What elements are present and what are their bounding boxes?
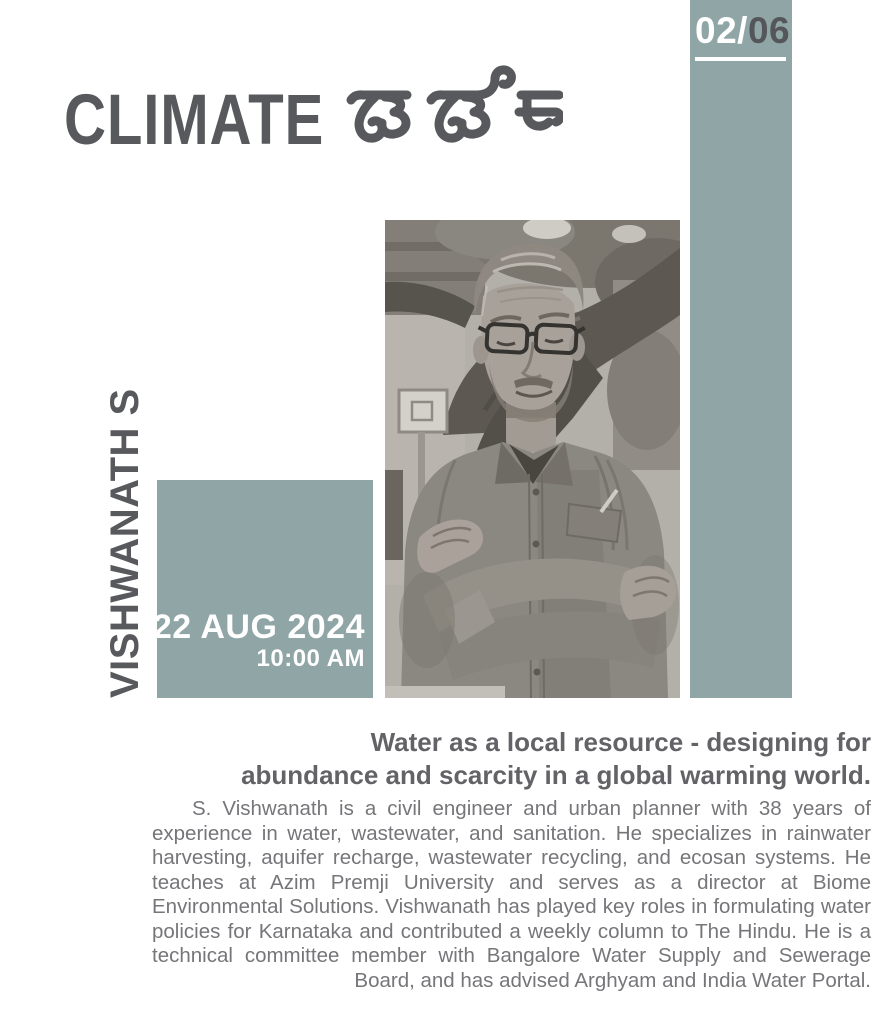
page-number-current: 02 — [695, 10, 738, 51]
kannada-charche-glyphs — [345, 64, 563, 148]
title-kannada-charche — [345, 64, 563, 156]
event-date-box — [152, 480, 373, 698]
page-number-total: 06 — [747, 10, 791, 51]
page-number-separator: / — [737, 10, 748, 51]
right-accent-bar — [690, 0, 792, 698]
talk-title-line-2: abundance and scarcity in a global warming world. — [241, 759, 871, 790]
event-date: 22 AUG 2024 — [152, 607, 365, 646]
page-count-badge — [695, 12, 790, 49]
event-time: 10:00 AM — [256, 644, 365, 672]
title-english: CLIMATE — [64, 81, 325, 160]
title-kannada-text — [563, 64, 564, 65]
talk-title — [150, 726, 871, 792]
speaker-bio: S. Vishwanath is a civil engineer and urban planner with 38 years of experience in water, wastewater, and sanitation. He specializes in rainwater harvesting, aquifer recharge, wastewater recycling, and ecosan systems. He teaches at Azim Premji University and serves as a director at Biome Environmental Solutions. Vishwanath has played key roles in formulating water policies for Karnataka and contributed a weekly column to The Hindu. He is a technical committee member with Bangalore Water Supply and Sewerage Board, and has advised Arghyam and India Water Portal. — [152, 797, 871, 992]
badge-underline — [695, 57, 786, 61]
talk-title-line-1: Water as a local resource - designing for — [370, 727, 871, 757]
speaker-photo — [385, 220, 680, 698]
page-title — [64, 64, 563, 160]
speaker-name-vertical: VISHWANATH S — [103, 388, 147, 698]
